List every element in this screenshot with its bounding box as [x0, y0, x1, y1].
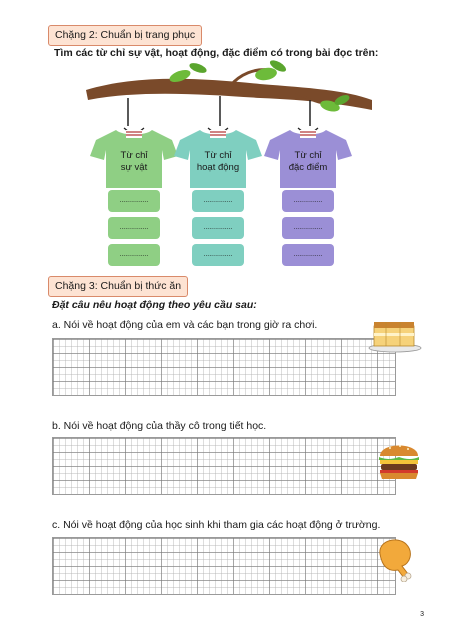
question-b: b. Nói về hoạt động của thầy cô trong tiết học.: [52, 420, 267, 432]
answer-box-2-0[interactable]: ...............: [282, 190, 334, 212]
answer-box-2-1[interactable]: ...............: [282, 217, 334, 239]
answer-box-2-2[interactable]: ...............: [282, 244, 334, 266]
page-number: 3: [420, 611, 424, 618]
shirt-1-label-line1: Từ chỉ: [204, 150, 232, 161]
tree-branch-illustration: [80, 60, 380, 132]
burger-icon: [376, 438, 422, 482]
stage3-task: Đặt câu nêu hoạt động theo yêu cầu sau:: [52, 299, 257, 311]
answer-box-0-2[interactable]: ...............: [108, 244, 160, 266]
stage2-label: Chặng 2: Chuẩn bị trang phục: [48, 25, 202, 46]
chicken-leg-icon: [372, 534, 422, 582]
writing-grid-a[interactable]: [52, 338, 396, 396]
writing-grid-c[interactable]: [52, 537, 396, 595]
shirt-0-label-line2: sự vật: [120, 162, 148, 173]
answer-box-0-1[interactable]: ...............: [108, 217, 160, 239]
shirt-0-label-line1: Từ chỉ: [120, 150, 148, 161]
shirt-2-label-line2: đặc điểm: [288, 162, 328, 173]
answer-box-1-0[interactable]: ...............: [192, 190, 244, 212]
cake-slice-icon: [366, 318, 424, 354]
shirt-2-label-line1: Từ chỉ: [294, 150, 322, 161]
writing-grid-b[interactable]: [52, 437, 396, 495]
answer-box-1-1[interactable]: ...............: [192, 217, 244, 239]
shirt-1-label-line2: hoạt động: [196, 162, 240, 173]
answer-box-0-0[interactable]: ...............: [108, 190, 160, 212]
question-a: a. Nói về hoạt động của em và các bạn trong giờ ra chơi.: [52, 319, 318, 331]
stage3-label: Chặng 3: Chuẩn bị thức ăn: [48, 276, 188, 297]
question-c: c. Nói về hoạt động của học sinh khi tham gia các hoạt động ở trường.: [52, 519, 381, 531]
stage2-task: Tìm các từ chỉ sự vật, hoạt động, đặc điểm có trong bài đọc trên:: [54, 47, 379, 59]
answer-box-1-2[interactable]: ...............: [192, 244, 244, 266]
